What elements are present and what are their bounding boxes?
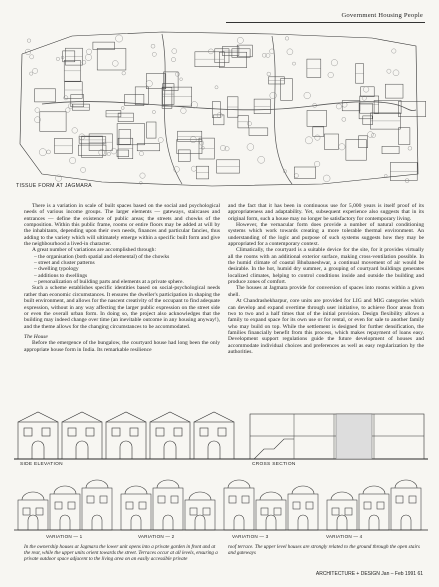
- tree-symbol: [315, 135, 320, 140]
- arch-canopy: [125, 486, 147, 494]
- tree-symbol: [175, 72, 179, 76]
- tree-symbol: [30, 72, 33, 75]
- tree-symbol: [408, 146, 412, 150]
- arched-door: [120, 441, 132, 459]
- variation-label-4: VARIATION — 4: [326, 534, 363, 539]
- window: [158, 496, 165, 503]
- tree-symbol: [171, 57, 175, 61]
- tree-symbol: [363, 87, 369, 93]
- window: [68, 428, 76, 436]
- window: [87, 496, 94, 503]
- roof-line: [18, 412, 58, 422]
- window: [261, 508, 268, 515]
- tree-symbol: [247, 144, 254, 151]
- building-block: [363, 116, 373, 125]
- arch-canopy: [292, 486, 314, 494]
- window: [200, 428, 208, 436]
- building-block: [178, 150, 190, 162]
- tree-symbol: [72, 128, 78, 134]
- arch-canopy: [228, 480, 250, 488]
- tree-symbol: [152, 110, 155, 113]
- tree-symbol: [86, 49, 91, 54]
- tree-symbol: [191, 102, 198, 109]
- stair: [254, 439, 294, 459]
- window: [112, 428, 120, 436]
- courtyard: [336, 414, 372, 459]
- arched-door: [131, 515, 141, 530]
- plan-caption: TISSUE FORM AT JAGMARA: [16, 183, 92, 189]
- window: [345, 508, 352, 515]
- tree-symbol: [30, 55, 34, 59]
- window: [306, 502, 313, 509]
- building-block: [346, 140, 367, 161]
- window: [130, 428, 138, 436]
- tree-symbol: [81, 167, 86, 172]
- window: [218, 428, 226, 436]
- tree-symbol: [116, 35, 123, 42]
- arched-door: [401, 515, 411, 530]
- tree-symbol: [305, 137, 312, 144]
- tree-symbol: [270, 92, 277, 99]
- window: [55, 502, 62, 509]
- tree-symbol: [323, 175, 330, 182]
- window: [203, 508, 210, 515]
- arched-door: [369, 515, 379, 530]
- house-facade: [150, 422, 190, 459]
- tree-symbol: [387, 69, 391, 73]
- arch-canopy: [189, 492, 211, 500]
- caption-right: roof terrace. The upper level houses are strongly related to the ground through the open stairs and gateways: [228, 544, 420, 556]
- building-block: [40, 112, 66, 132]
- tree-symbol: [66, 108, 71, 113]
- window: [377, 502, 384, 509]
- house-facade: [194, 422, 234, 459]
- arched-door: [164, 441, 176, 459]
- terrace-unit: [224, 488, 254, 530]
- tree-symbol: [191, 166, 196, 171]
- right-paragraph-1: and the fact that it has been in continuous use for 5,000 years is itself proof of its appropriateness and adaptability. Yet, subsequent experience also suggests that in its original form, such a house may no longer be satisfactory for contemporary living.: [228, 203, 424, 222]
- arch-canopy: [363, 486, 385, 494]
- house-facade: [62, 422, 102, 459]
- header-rule: [226, 22, 425, 23]
- tree-symbol: [208, 49, 213, 54]
- arch-canopy: [395, 480, 417, 488]
- terrace-unit: [391, 488, 421, 530]
- building-block: [135, 87, 148, 105]
- tree-symbol: [342, 117, 346, 121]
- tree-symbol: [294, 174, 298, 178]
- tree-symbol: [217, 113, 222, 118]
- tree-symbol: [247, 121, 251, 125]
- window: [139, 502, 146, 509]
- list-item: – personalization of building parts and elements at a private sphere.: [34, 279, 220, 285]
- window: [68, 502, 75, 509]
- window: [126, 502, 133, 509]
- tree-symbol: [55, 175, 61, 181]
- tree-symbol: [285, 37, 289, 41]
- building-block: [214, 115, 225, 125]
- tree-symbol: [267, 72, 271, 76]
- arch-canopy: [331, 492, 353, 500]
- left-paragraph-3: Such a scheme establishes specific identities based on social-psychological needs rather than economic circumstances. It ensures the dweller's participation in shaping the built environment, and allows for the nascent creativity of the occupant to find adequate expression, without in any way affecting the larger public expression on the street side or even the overall urban form. In doing so, the project also acknowledges that the building may indeed change over time (an inevitable outcome in any housing anyway!), and the theme allows for the changing circumstances to be accommodated.: [24, 285, 220, 330]
- tree-symbol: [85, 54, 91, 60]
- tree-symbol: [146, 80, 152, 86]
- right-paragraph-3: Climatically, the courtyard is a suitable device for the site, for it provides virtually all the rooms with an additional exterior surface, making cross-ventilation possible. In the humid climate of coastal Bhubaneshwar, a continual movement of air would be desirable. In the hot, humid dry summer, a grouping of courtyard buildings generates localized climates, helping to control conditions inside and outside the building and produce zones of comfort.: [228, 247, 424, 286]
- tree-symbol: [215, 86, 218, 89]
- left-paragraph-2: A great number of variations are accomplished through:: [32, 247, 156, 254]
- tree-symbol: [180, 78, 183, 81]
- building-block: [117, 150, 129, 157]
- list-item: – dwelling typology: [34, 266, 220, 272]
- tree-symbol: [35, 108, 40, 113]
- right-paragraph-4: The houses at Jagmara provide for conversion of spaces into rooms within a given shell.: [228, 285, 424, 298]
- roof-line: [150, 412, 190, 422]
- arched-door: [28, 515, 38, 530]
- terrace-unit: [82, 488, 112, 530]
- tree-symbol: [181, 108, 187, 114]
- tree-symbol: [139, 151, 143, 155]
- tree-symbol: [314, 161, 320, 167]
- building-block: [35, 89, 56, 102]
- arched-door: [195, 515, 205, 530]
- variation-label-1: VARIATION — 1: [46, 534, 83, 539]
- tree-symbol: [339, 144, 345, 150]
- roof-line: [194, 412, 234, 422]
- elevation-drawing: [14, 404, 428, 469]
- tree-symbol: [112, 61, 118, 67]
- tree-symbol: [39, 149, 46, 156]
- site-plan-drawing: [12, 24, 428, 194]
- right-column: [228, 203, 424, 355]
- left-paragraph-4: Before the emergence of the bungalow, the courtyard house had long been the only appropriate house form in India. Its remarkable resilience: [24, 340, 220, 353]
- tree-symbol: [331, 60, 337, 66]
- arched-door: [60, 515, 70, 530]
- window: [23, 508, 30, 515]
- window: [171, 496, 178, 503]
- building-block: [249, 128, 268, 135]
- arched-door: [92, 515, 102, 530]
- list-item: – additions to dwellings: [34, 273, 220, 279]
- house-facade: [18, 422, 58, 459]
- tree-symbol: [122, 71, 126, 75]
- building-block: [324, 134, 338, 149]
- tree-symbol: [158, 137, 163, 142]
- arch-canopy: [260, 492, 282, 500]
- building-block: [78, 145, 106, 155]
- building-block: [232, 49, 250, 58]
- terrace-variations-drawing: [14, 474, 428, 538]
- caption-left: In the ownership houses at Jagmara the lower unit opens into a private garden in front and at the rear, while the upper units orient towards the street. Terraces occur at all levels, ensuring a private outdoor space adjacent to the living area on an easily accessible private: [24, 544, 218, 562]
- variation-label-2: VARIATION — 2: [138, 534, 175, 539]
- terrace-unit: [153, 488, 183, 530]
- tree-symbol: [201, 146, 204, 149]
- tree-symbol: [393, 70, 399, 76]
- running-head: Government Housing People: [341, 12, 423, 19]
- tree-symbol: [47, 150, 51, 154]
- tree-symbol: [27, 39, 31, 43]
- building-block: [399, 128, 410, 145]
- building-block: [374, 101, 401, 114]
- tree-symbol: [103, 142, 106, 145]
- tree-symbol: [292, 62, 295, 65]
- window: [190, 508, 197, 515]
- roof-line: [106, 412, 146, 422]
- arched-door: [208, 441, 220, 459]
- window: [36, 508, 43, 515]
- terrace-unit: [288, 494, 318, 530]
- tree-symbol: [33, 68, 38, 73]
- tree-symbol: [151, 44, 155, 48]
- arched-door: [76, 441, 88, 459]
- arched-door: [163, 515, 173, 530]
- cross-street: [272, 36, 292, 184]
- window: [229, 496, 236, 503]
- cross-section-label: CROSS SECTION: [252, 462, 296, 467]
- side-elevation-label: SIDE ELEVATION: [20, 462, 63, 467]
- tree-symbol: [111, 148, 117, 154]
- left-column: [24, 203, 220, 353]
- building-block: [294, 167, 315, 178]
- arch-canopy: [54, 486, 76, 494]
- tree-symbol: [384, 174, 387, 177]
- variation-list: [24, 254, 220, 286]
- list-item: – street and cluster patterns: [34, 260, 220, 266]
- building-block: [146, 74, 166, 89]
- building-block: [97, 49, 126, 71]
- building-block: [385, 84, 403, 98]
- tree-symbol: [258, 156, 265, 163]
- arch-canopy: [157, 480, 179, 488]
- building-block: [281, 79, 293, 101]
- left-paragraph-1: There is a variation in scale of built spaces based on the social and psychological needs of various income groups. The larger elements — gateways, staircases and entrances — define the existence of public areas; the streets and chowks of the composition. Within this public frame, rooms or entire floors may be added at will by the inhabitants, depending upon their own needs, finances and particular fancies, thus adding to the variety which will ultimately emerge within a specific built form and give the neighbourhood a lived-in character.: [24, 203, 220, 248]
- list-item: – the organisation (both spatial and elemental) of the chowks: [34, 254, 220, 260]
- window: [174, 428, 182, 436]
- tree-symbol: [287, 49, 293, 55]
- arch-canopy: [22, 492, 44, 500]
- terrace-unit: [359, 494, 389, 530]
- window: [332, 508, 339, 515]
- tree-symbol: [56, 57, 59, 60]
- tree-symbol: [336, 104, 341, 109]
- arched-door: [298, 515, 308, 530]
- tree-symbol: [328, 72, 334, 78]
- tree-symbol: [139, 181, 142, 184]
- building-block: [219, 52, 246, 67]
- tree-symbol: [121, 107, 124, 110]
- tree-symbol: [368, 132, 374, 138]
- arched-door: [337, 515, 347, 530]
- tree-symbol: [152, 52, 156, 56]
- arched-door: [266, 515, 276, 530]
- tree-symbol: [107, 152, 110, 155]
- page-footer: ARCHITECTURE + DESIGN Jan – Feb 1991 61: [315, 571, 423, 577]
- window: [86, 428, 94, 436]
- building-block: [399, 101, 426, 116]
- right-paragraph-2: However, the vernacular form does provide a number of natural conditioning systems which work towards creating a more tolerable thermal environment. An understanding of the logic and purpose of such systems suggests how they may be appropriated for a contemporary context.: [228, 222, 424, 248]
- building-block: [119, 129, 131, 144]
- house-facade: [106, 422, 146, 459]
- arch-canopy: [86, 480, 108, 488]
- tree-symbol: [140, 173, 145, 178]
- variation-label-3: VARIATION — 3: [232, 534, 269, 539]
- tree-symbol: [237, 37, 243, 43]
- window: [274, 508, 281, 515]
- building-block: [147, 122, 156, 138]
- window: [409, 496, 416, 503]
- building-block: [307, 111, 327, 127]
- window: [242, 496, 249, 503]
- right-paragraph-5: At Chandrashekharpur, core units are provided for LIG and MIG categories which can develop and expand overtime through user initiative, to achieve floor areas from two to two and a half times that of the initial provision. Design flexibility allows a family to expand space for its own use or for rental, or even for sale to another family who may build on top. While the settlement is designed for further densification, the families financially benefit from this process, which makes repayment of loans easy. Development support regulations guide the future development of houses and accommodate individual choices and preferences as well as easy regularization by the authorities.: [228, 298, 424, 355]
- roof-line: [62, 412, 102, 422]
- terrace-unit: [121, 494, 151, 530]
- window: [364, 502, 371, 509]
- building-block: [117, 124, 145, 145]
- tree-symbol: [304, 92, 311, 99]
- window: [156, 428, 164, 436]
- tree-symbol: [172, 49, 177, 54]
- arched-door: [234, 515, 244, 530]
- window: [396, 496, 403, 503]
- window: [293, 502, 300, 509]
- arched-door: [32, 441, 44, 459]
- terrace-unit: [50, 494, 80, 530]
- section-subhead: The House: [24, 333, 48, 340]
- window: [24, 428, 32, 436]
- window: [100, 496, 107, 503]
- tree-symbol: [392, 49, 396, 53]
- tree-symbol: [64, 96, 68, 100]
- window: [42, 428, 50, 436]
- building-block: [382, 146, 399, 153]
- tree-symbol: [69, 157, 75, 163]
